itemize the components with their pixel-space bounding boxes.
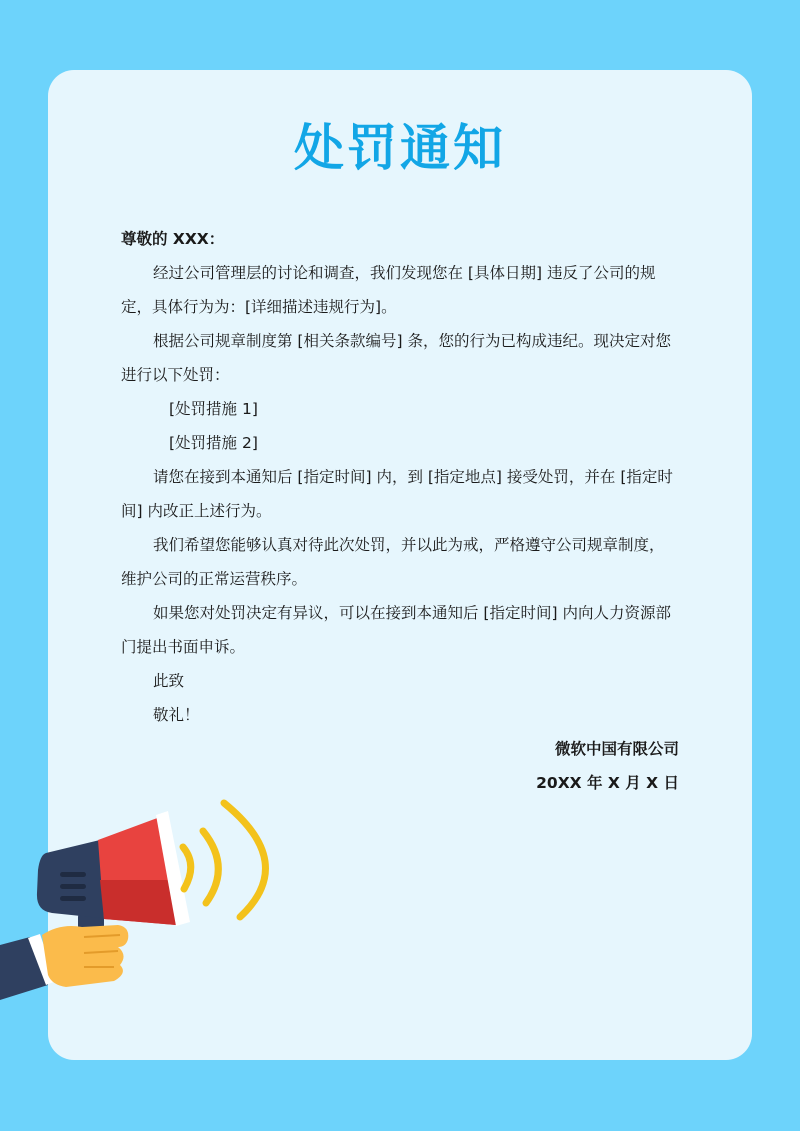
paragraph-violation: 经过公司管理层的讨论和调查，我们发现您在 [具体日期] 违反了公司的规定，具体行为为：[详细描述违规行为]。 [121, 264, 656, 316]
paragraph-expectation: 我们希望您能够认真对待此次处罚，并以此为戒，严格遵守公司规章制度，维护公司的正常运营秩序。 [121, 536, 665, 588]
greeting: 尊敬的 XXX： [121, 230, 225, 248]
paragraph-appeal: 如果您对处罚决定有异议，可以在接到本通知后 [指定时间] 内向人力资源部门提出书面申诉。 [121, 604, 671, 656]
page-title: 处罚通知 [294, 119, 506, 177]
closing-line-1: 此致 [153, 672, 185, 690]
closing-line-2: 敬礼！ [153, 706, 200, 724]
notice-body [121, 222, 679, 800]
penalty-measure-2: [处罚措施 2] [169, 434, 258, 452]
paragraph-instructions: 请您在接到本通知后 [指定时间] 内，到 [指定地点] 接受处罚，并在 [指定时间] 内改正上述行为。 [121, 468, 673, 520]
signature-date: 20XX 年 X 月 X 日 [536, 774, 679, 792]
paragraph-regulation: 根据公司规章制度第 [相关条款编号] 条，您的行为已构成违纪。现决定对您进行以下处罚： [121, 332, 671, 384]
signature-company: 微软中国有限公司 [554, 740, 679, 758]
megaphone-icon [0, 795, 290, 1015]
penalty-measure-1: [处罚措施 1] [169, 400, 258, 418]
